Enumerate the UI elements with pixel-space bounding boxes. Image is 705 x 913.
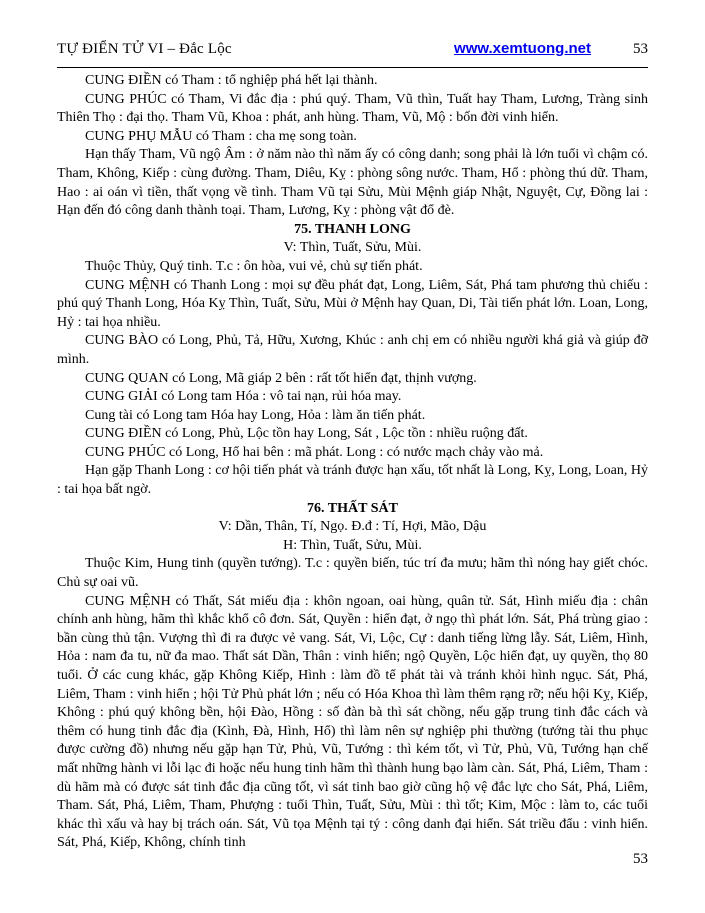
footer-page-number: 53 bbox=[633, 851, 648, 867]
paragraph: CUNG MỆNH có Thất, Sát miếu địa : khôn ngoan, oai hùng, quân tử. Sát, Hình miếu địa : chân chính anh hùng, hãm thì khắc khổ cô đơn. Sát, Quyền : hiển đạt, ở ngọ thì phát lớn. Sát, Phá trùng giao : bần cùng thủ tận. Vượng thì đi ra được vẻ vang. Sát, Vi, Lộc, Cự : danh tiếng lừng lẫy. Sát, Liêm, Hình, Hỏa : nam đa tu, nữ đa mao. Thất sát Dần, Thân : vinh hiển; ngộ Quyền, Lộc hiển đạt, uy quyền, thọ 80 tuổi. Ở các cung khác, gặp Không Kiếp, Hình : làm đồ tể phát tài và tránh khỏi hình ngục. Sát, Phá, Liêm, Tham : vinh hiển ; hội Tử Phủ phát lớn ; nếu có Hóa Khoa thì làm thêm rạng rỡ; nếu hội Kỵ, Kiếp, Không : phú quý không bền, hội Đào, Hồng : số đàn bà thì sát chồng, nếu gặp trung tinh đắc cách và thêm có hung tinh đắc địa (Kình, Đà, Hình, Hổ) thì làm nên sự nghiệp phi thường (tướng tài thu phục được cường đồ) nhưng nếu gặp hạn Tử, Phủ, Vũ, Tướng : thì kém tốt, vì Tử, Phủ, Vũ, Tướng hạn chế mất những hành vi lỗi lạc đi hoặc nếu hung tinh hãm thì thành hung bạo làm càn. Sát, Phá, Liêm, Tham : dù hãm mà có được sát tinh đắc địa cũng tốt, vì sát tinh bao giờ cũng hộ vệ đắc lực cho Sát, Phá, Liêm, Tham. Sát, Phá, Liêm, Tham, Phượng : tuổi Thìn, Tuất, Sửu, Mùi : thì tốt; Kim, Mộc : làm to, các tuổi khác thì xấu và hay bị trách oán. Sát, Vũ tọa Mệnh tại tý : công danh đại hiển. Sát triều đẩu : vinh hiển. Sát, Phá, Kiếp, Không, chính tinh bbox=[57, 593, 648, 851]
paragraph: CUNG ĐIỀN có Long, Phủ, Lộc tồn hay Long, Sát , Lộc tồn : nhiều ruộng đất. bbox=[85, 426, 528, 442]
paragraph: Cung tài có Long tam Hóa hay Long, Hỏa : làm ăn tiến phát. bbox=[85, 407, 426, 423]
paragraph: V: Dần, Thân, Tí, Ngọ. Đ.đ : Tí, Hợi, Mão, Dậu bbox=[218, 519, 487, 535]
website-link[interactable]: www.xemtuong.net bbox=[454, 40, 591, 57]
paragraph: H: Thìn, Tuất, Sửu, Mùi. bbox=[283, 537, 422, 553]
document-body bbox=[57, 72, 648, 853]
header-page-number: 53 bbox=[633, 41, 648, 57]
section-heading: 76. THẤT SÁT bbox=[307, 500, 398, 516]
page-header bbox=[57, 40, 648, 68]
paragraph: V: Thìn, Tuất, Sửu, Mùi. bbox=[283, 240, 422, 256]
document-title: TỰ ĐIỂN TỬ VI – Đắc Lộc bbox=[57, 41, 232, 57]
paragraph: CUNG MỆNH có Thanh Long : mọi sự đều phát đạt, Long, Liêm, Sát, Phá tam phương thủ chiếu : phú quý Thanh Long, Hóa Kỵ Thìn, Tuất, Sửu, Mùi ở Mệnh hay Quan, Di, Tài tiến phát lớn. Loan, Long, Hỷ : tai họa nhiều. bbox=[57, 277, 648, 330]
header-right bbox=[454, 40, 648, 58]
paragraph: CUNG BÀO có Long, Phủ, Tả, Hữu, Xương, Khúc : anh chị em có nhiều người khá giả và giúp đỡ mình. bbox=[57, 333, 648, 367]
paragraph: Thuộc Kim, Hung tinh (quyền tướng). T.c : quyền biến, túc trí đa mưu; hãm thì nóng hay giết chóc. Chủ sự oai vũ. bbox=[57, 556, 648, 591]
paragraph: CUNG GIẢI có Long tam Hóa : vô tai nạn, rủi hóa may. bbox=[85, 389, 402, 405]
paragraph: CUNG ĐIỀN có Tham : tổ nghiệp phá hết lại thành. bbox=[85, 73, 378, 88]
paragraph: Hạn thấy Tham, Vũ ngộ Âm : ở năm nào thì năm ấy có công danh; song phải là lớn tuổi vì chậm có. Tham, Không, Kiếp : cùng đường. Tham, Diêu, Kỵ : phòng sông nước. Tham, Hổ : phòng thú dữ. Tham, Hao : ai oán vì tiền, thất vọng về tình. Tham Vũ tại Sửu, Mùi Mệnh giáp Nhật, Nguyệt, Cự, Đồng lai : Hạn đến đó công danh thành toại. Tham, Lương, Kỵ : phòng vật đổ đè. bbox=[57, 147, 648, 219]
paragraph: CUNG QUAN có Long, Mã giáp 2 bên : rất tốt hiển đạt, thịnh vượng. bbox=[85, 370, 477, 386]
paragraph: Thuộc Thủy, Quý tinh. T.c : ôn hòa, vui vẻ, chủ sự tiến phát. bbox=[85, 258, 423, 274]
paragraph: CUNG PHÚC có Long, Hổ hai bên : mã phát. Long : có nước mạch chảy vào mả. bbox=[85, 444, 544, 460]
section-heading: 75. THANH LONG bbox=[294, 221, 411, 237]
paragraph: CUNG PHÚC có Tham, Vi đắc địa : phú quý. Tham, Vũ thìn, Tuất hay Tham, Lương, Tràng sinh Thiên Thọ : đại thọ. Tham Vũ, Khoa : phát, anh hùng. Tham, Vũ, Mộ : bốn đời vinh hiển. bbox=[57, 91, 648, 126]
paragraph: Hạn gặp Thanh Long : cơ hội tiến phát và tránh được hạn xấu, tốt nhất là Long, Kỵ, Long, Loan, Hỷ : tai họa bất ngờ. bbox=[57, 463, 648, 498]
paragraph: CUNG PHỤ MẪU có Tham : cha mẹ song toàn. bbox=[85, 128, 357, 144]
